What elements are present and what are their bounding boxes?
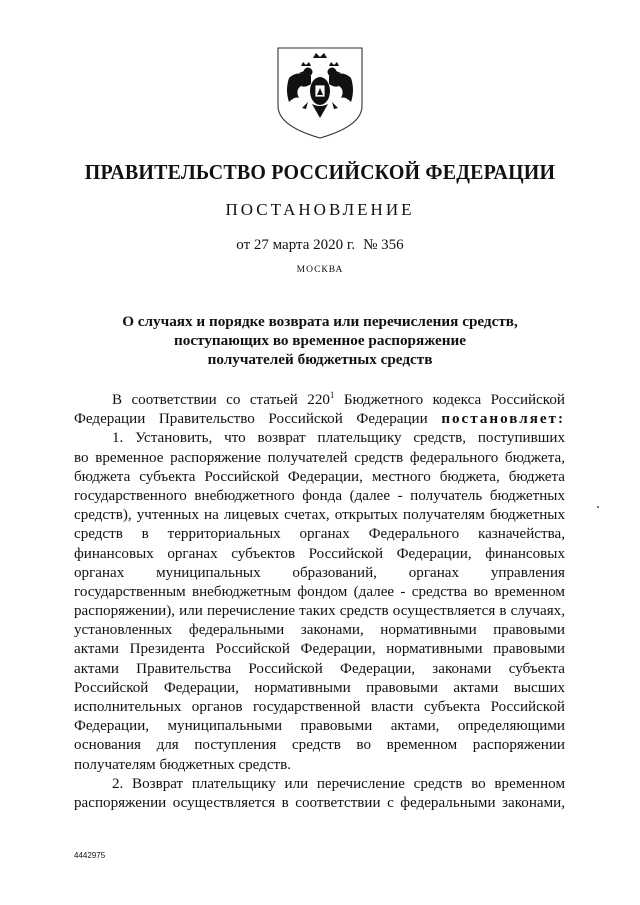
paragraph-1-line: государственным внебюджетным фондом (далее - средства во временном xyxy=(74,583,565,600)
paragraph-1-line: средств), учтенных на лицевых счетах, открытых получателям бюджетных xyxy=(74,507,565,524)
coat-of-arms-emblem xyxy=(275,46,365,140)
paragraph-1-line: 1. Установить, что возврат плательщику средств, поступивших xyxy=(112,430,565,447)
paragraph-1-line: установленных федеральными законами, нормативными правовыми xyxy=(74,622,565,639)
scan-margin-mark xyxy=(597,506,599,508)
paragraph-1-line: исполнительных органов государственной власти субъекта Российской xyxy=(74,699,565,715)
paragraph-1-line: во временное распоряжение получателей средств федерального бюджета, xyxy=(74,449,565,466)
paragraph-1-line: получателям бюджетных средств. xyxy=(74,756,292,773)
document-type: ПОСТАНОВЛЕНИЕ xyxy=(225,200,415,219)
paragraph-1-line: актами Правительства Российской Федерации, законами субъекта xyxy=(74,660,565,677)
paragraph-1-line: органах муниципальных образований, органах управления xyxy=(74,564,565,581)
document-date-line xyxy=(0,237,640,254)
paragraph-1-line: распоряжении), или перечисление таких средств осуществляется в случаях, xyxy=(74,603,565,620)
document-id: 4442975 xyxy=(74,851,106,860)
document-body xyxy=(74,391,565,813)
paragraph-1-line: основания для поступления средств во временном распоряжении xyxy=(74,737,565,754)
paragraph-1-line: бюджета субъекта Российской Федерации, местного бюджета, бюджета xyxy=(74,468,565,485)
paragraph-1-line: Федерации, муниципальными правовыми актами, определяющими xyxy=(74,718,565,735)
double-headed-eagle-icon xyxy=(275,46,365,140)
paragraph-1-line: Российской Федерации, нормативными правовыми актами высших xyxy=(74,679,565,696)
paragraph-1-line: финансовых органах субъектов Российской Федерации, финансовых xyxy=(74,545,565,562)
paragraph-1-line: средств в территориальных органах Федерального казначейства, xyxy=(74,526,565,543)
document-date: от 27 марта 2020 г. xyxy=(236,237,356,253)
paragraph-1-line: актами Президента Российской Федерации, нормативными правовыми xyxy=(74,641,565,658)
title-line: О случаях и порядке возврата или перечисления средств, xyxy=(122,313,518,330)
resolves-keyword: постановляет: xyxy=(441,411,565,428)
document-number: № 356 xyxy=(363,237,404,253)
paragraph-2-line: 2. Возврат плательщику или перечисление средств во временном xyxy=(112,775,565,792)
paragraph-1-line: государственного внебюджетного фонда (далее - получатель бюджетных xyxy=(74,487,565,504)
document-title xyxy=(90,312,550,369)
paragraph-2-line: распоряжении осуществляется в соответствии с федеральными законами, xyxy=(74,794,565,811)
preamble-line-2: Федерации Правительство Российской Федерации постановляет: xyxy=(74,411,565,428)
organization-name: ПРАВИТЕЛЬСТВО РОССИЙСКОЙ ФЕДЕРАЦИИ xyxy=(84,160,556,184)
title-line: получателей бюджетных средств xyxy=(207,351,433,368)
document-city: МОСКВА xyxy=(296,265,344,275)
article-superscript: 1 xyxy=(329,389,335,400)
title-line: поступающих во временное распоряжение xyxy=(173,332,467,349)
preamble-line-1: В соответствии со статьей $220^1$ Бюджетного кодекса Российской xyxy=(112,389,565,408)
